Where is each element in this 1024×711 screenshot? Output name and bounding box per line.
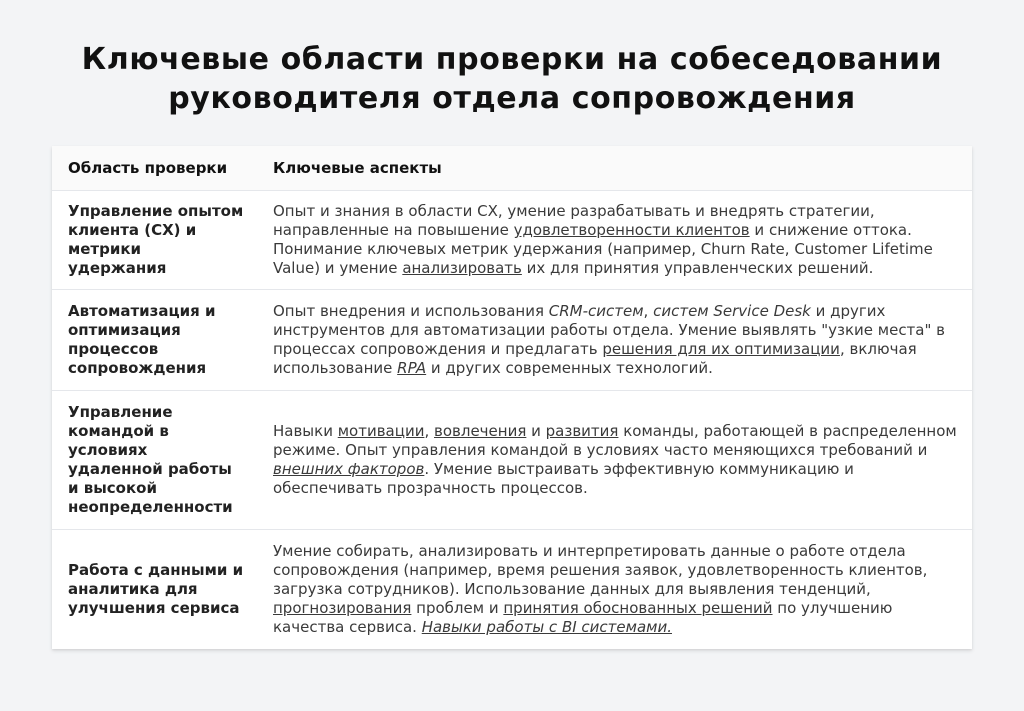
highlighted-term: вовлечения [434, 422, 527, 440]
aspects-cell: Умение собирать, анализировать и интерпретировать данные о работе отдела сопровождения (например, время решения заявок, удовлетворенность клиентов, загрузка сотрудников). Использование данных для выявления тенденций, прогнозирования проблем и принятия обоснованных решений по улучшению качества сервиса. Навыки работы с BI системами. [273, 542, 928, 636]
table-header-row [52, 146, 972, 191]
column-header-aspects: Ключевые аспекты [258, 146, 972, 191]
table-row [52, 391, 972, 530]
review-areas-table-card [52, 146, 972, 649]
highlighted-term: удовлетворенности клиентов [513, 221, 750, 239]
highlighted-term: принятия обоснованных решений [503, 599, 773, 617]
area-cell: Управление опытом клиента (CX) и метрики удержания [52, 191, 258, 290]
aspects-cell: Опыт и знания в области CX, умение разрабатывать и внедрять стратегии, направленные на повышение удовлетворенности клиентов и снижение оттока. Понимание ключевых метрик удержания (например, Churn Rate, Customer Lifetime Value) и умение анализировать их для принятия управленческих решений. [258, 191, 972, 290]
highlighted-term: мотивации [337, 422, 425, 440]
highlighted-term: RPA [397, 359, 427, 377]
aspects-cell: Навыки мотивации, вовлечения и развития команды, работающей в распределенном режиме. Опыт управления командой в условиях часто меняющихся требований и внешних факторов. Умение выстраивать эффективную коммуникацию и обеспечивать прозрачность процессов. [258, 391, 972, 530]
area-cell: Работа с данными и аналитика для улучшения сервиса [68, 561, 244, 617]
area-cell: Управление командой в условиях удаленной работы и высокой неопределенности [52, 391, 258, 530]
column-header-area: Область проверки [52, 146, 258, 191]
highlighted-term: решения для их оптимизации [602, 340, 840, 358]
area-cell: Автоматизация и оптимизация процессов сопровождения [52, 290, 258, 391]
highlighted-term: внешних факторов [273, 460, 425, 478]
table-row [52, 191, 972, 290]
review-areas-table [52, 146, 972, 649]
table-row [52, 290, 972, 391]
highlighted-term: CRM-систем [548, 302, 644, 320]
aspects-cell: Опыт внедрения и использования CRM-систем, систем Service Desk и других инструментов для автоматизации работы отдела. Умение выявлять "узкие места" в процессах сопровождения и предлагать решения для их оптимизации, включая использование RPA и других современных технологий. [258, 290, 972, 391]
highlighted-term: развития [545, 422, 619, 440]
page-title: Ключевые области проверки на собеседовании руководителя отдела сопровождения [81, 42, 943, 116]
table-row [52, 530, 972, 650]
highlighted-term: прогнозирования [273, 599, 412, 617]
highlighted-term: Навыки работы с BI системами. [421, 618, 672, 636]
highlighted-term: анализировать [402, 259, 522, 277]
highlighted-term: систем Service Desk [653, 302, 811, 320]
